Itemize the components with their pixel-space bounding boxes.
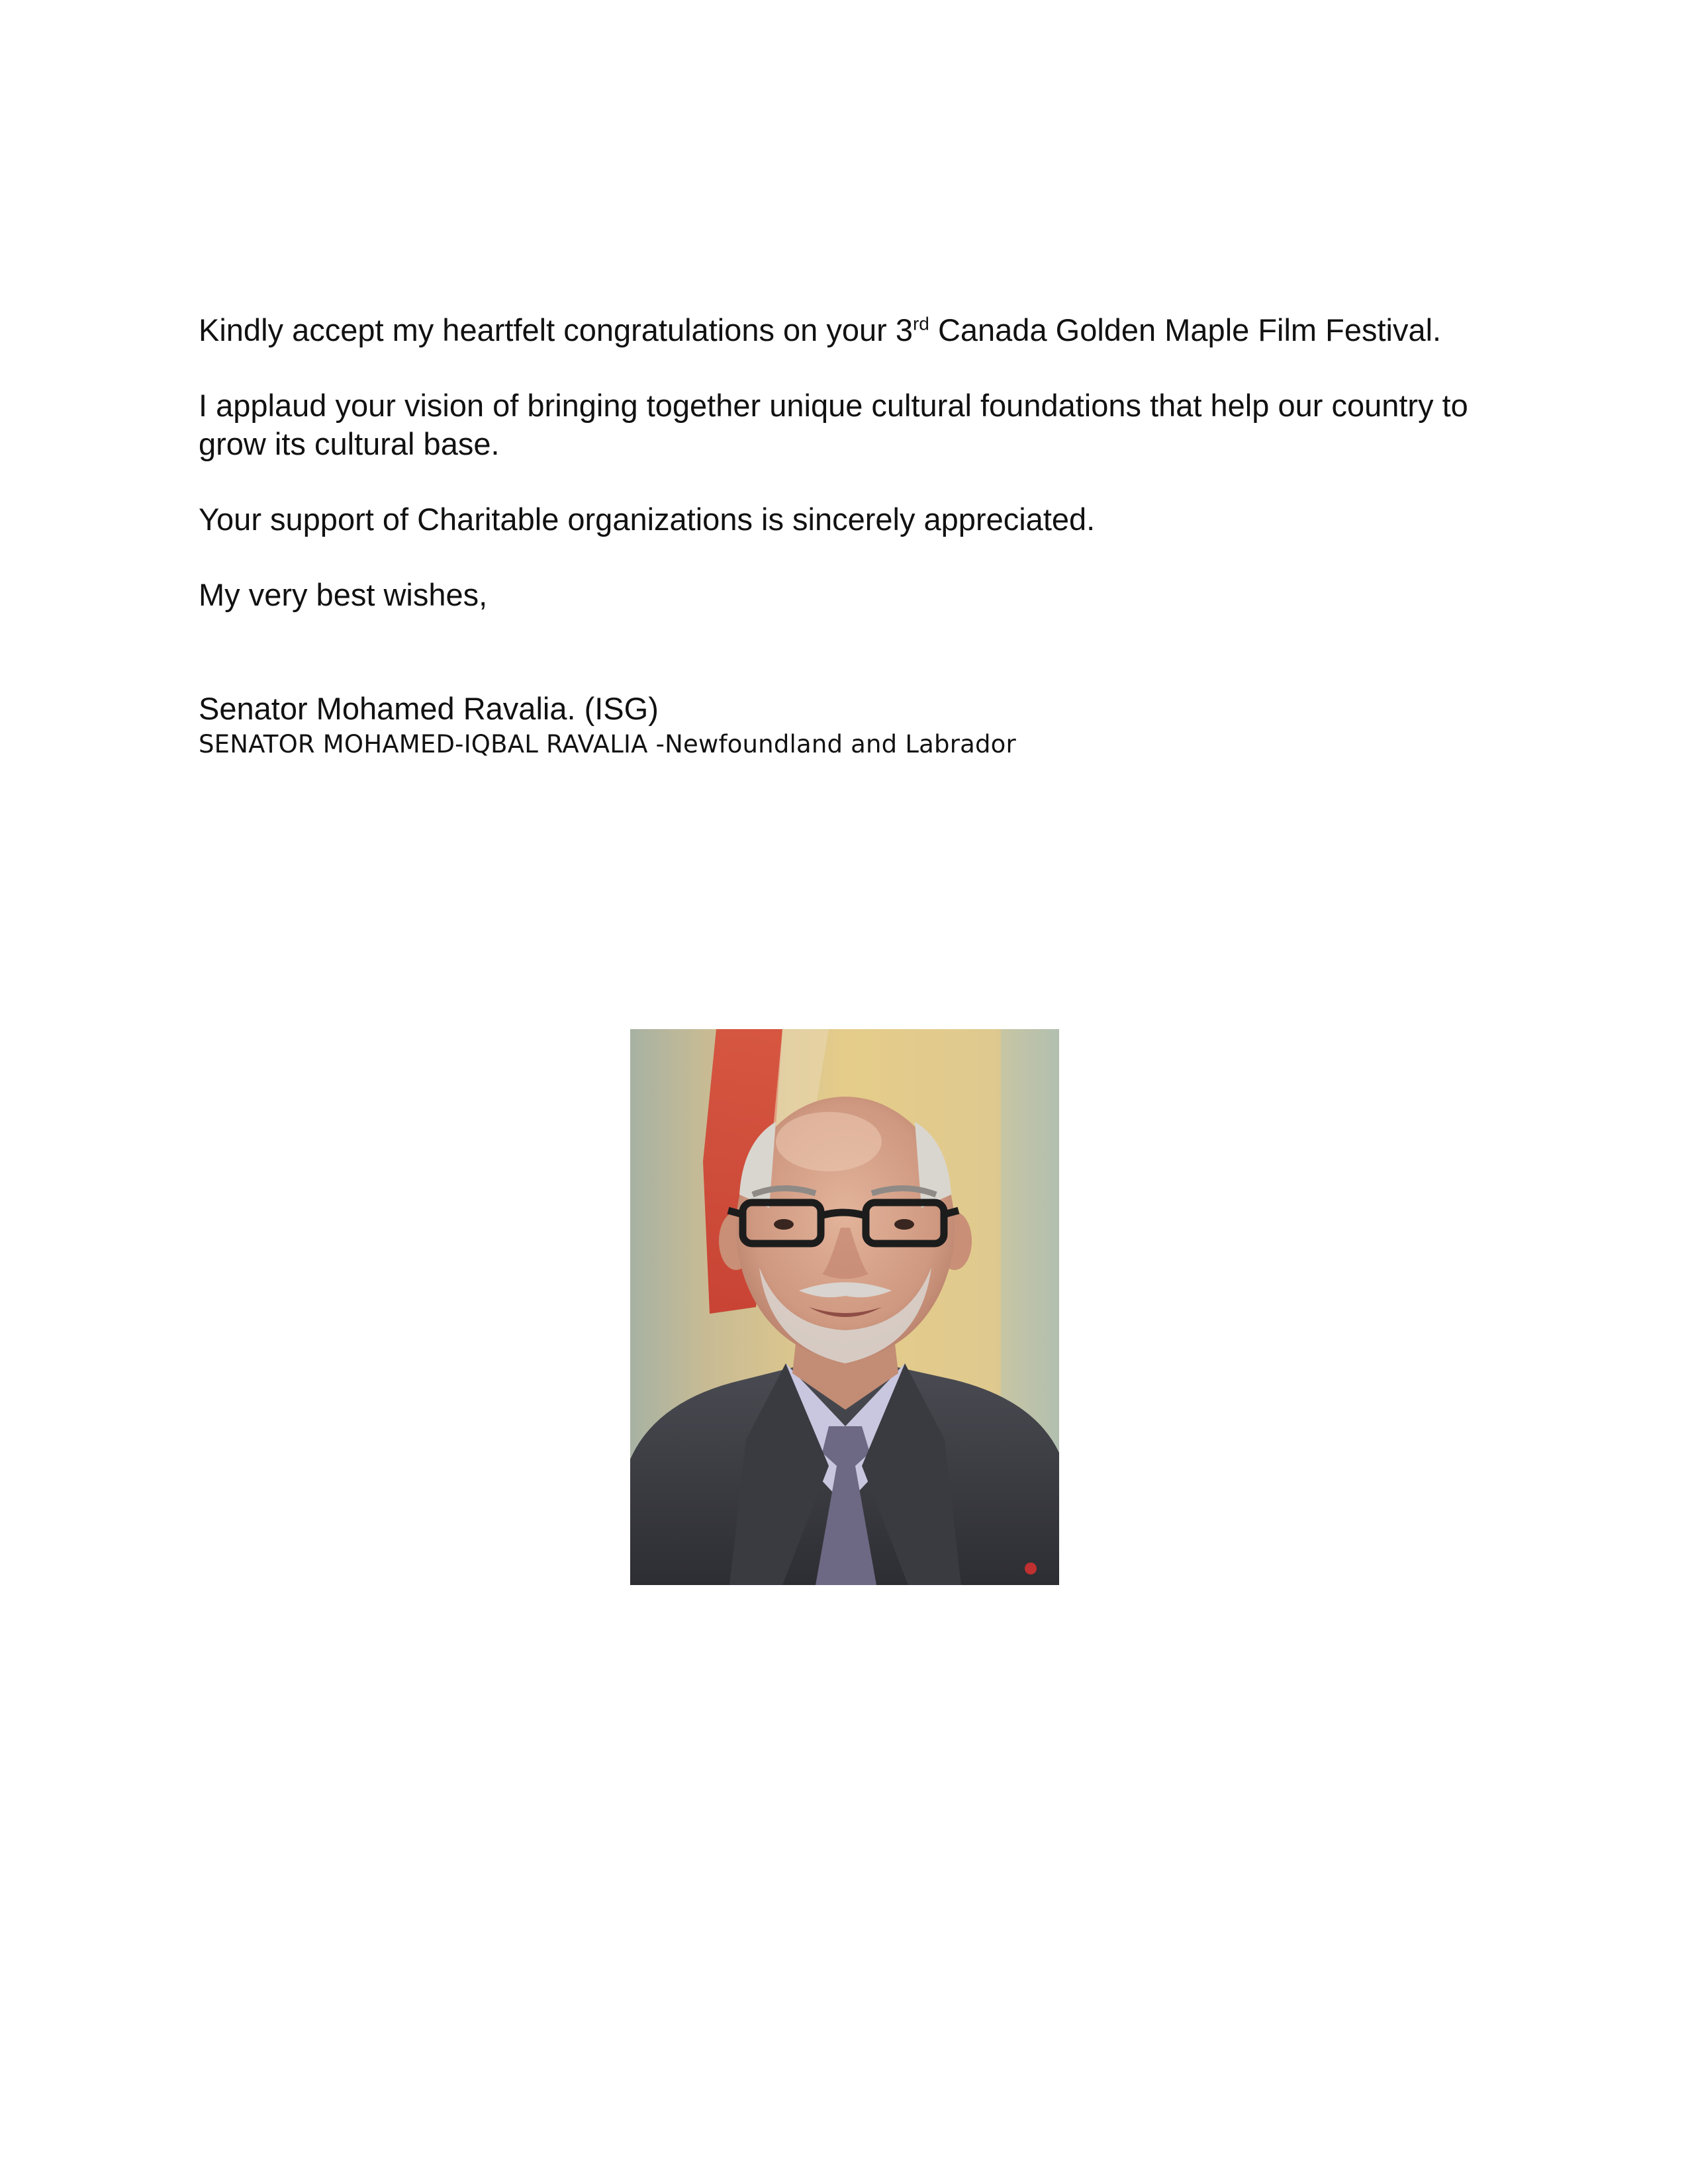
paragraph-text: Canada Golden Maple Film Festival.: [929, 312, 1442, 347]
letter-body: [199, 311, 1496, 761]
signature-block: [199, 690, 1496, 761]
paragraph-text: Kindly accept my heartfelt congratulations on your 3: [199, 312, 913, 347]
closing-line: My very best wishes,: [199, 577, 488, 612]
signature-name: Senator Mohamed Ravalia. (ISG): [199, 691, 659, 726]
signature-title: SENATOR MOHAMED-IQBAL RAVALIA -Newfoundland and Labrador: [199, 730, 1016, 758]
ordinal-suffix: rd: [912, 313, 929, 334]
support-paragraph: Your support of Charitable organizations is sincerely appreciated.: [199, 502, 1096, 537]
vision-paragraph: I applaud your vision of bringing together unique cultural foundations that help our country to grow its cultural base.: [199, 388, 1468, 461]
portrait-illustration: [630, 1029, 1059, 1585]
portrait-photo: [630, 1029, 1059, 1585]
congratulations-paragraph: [199, 311, 1496, 349]
